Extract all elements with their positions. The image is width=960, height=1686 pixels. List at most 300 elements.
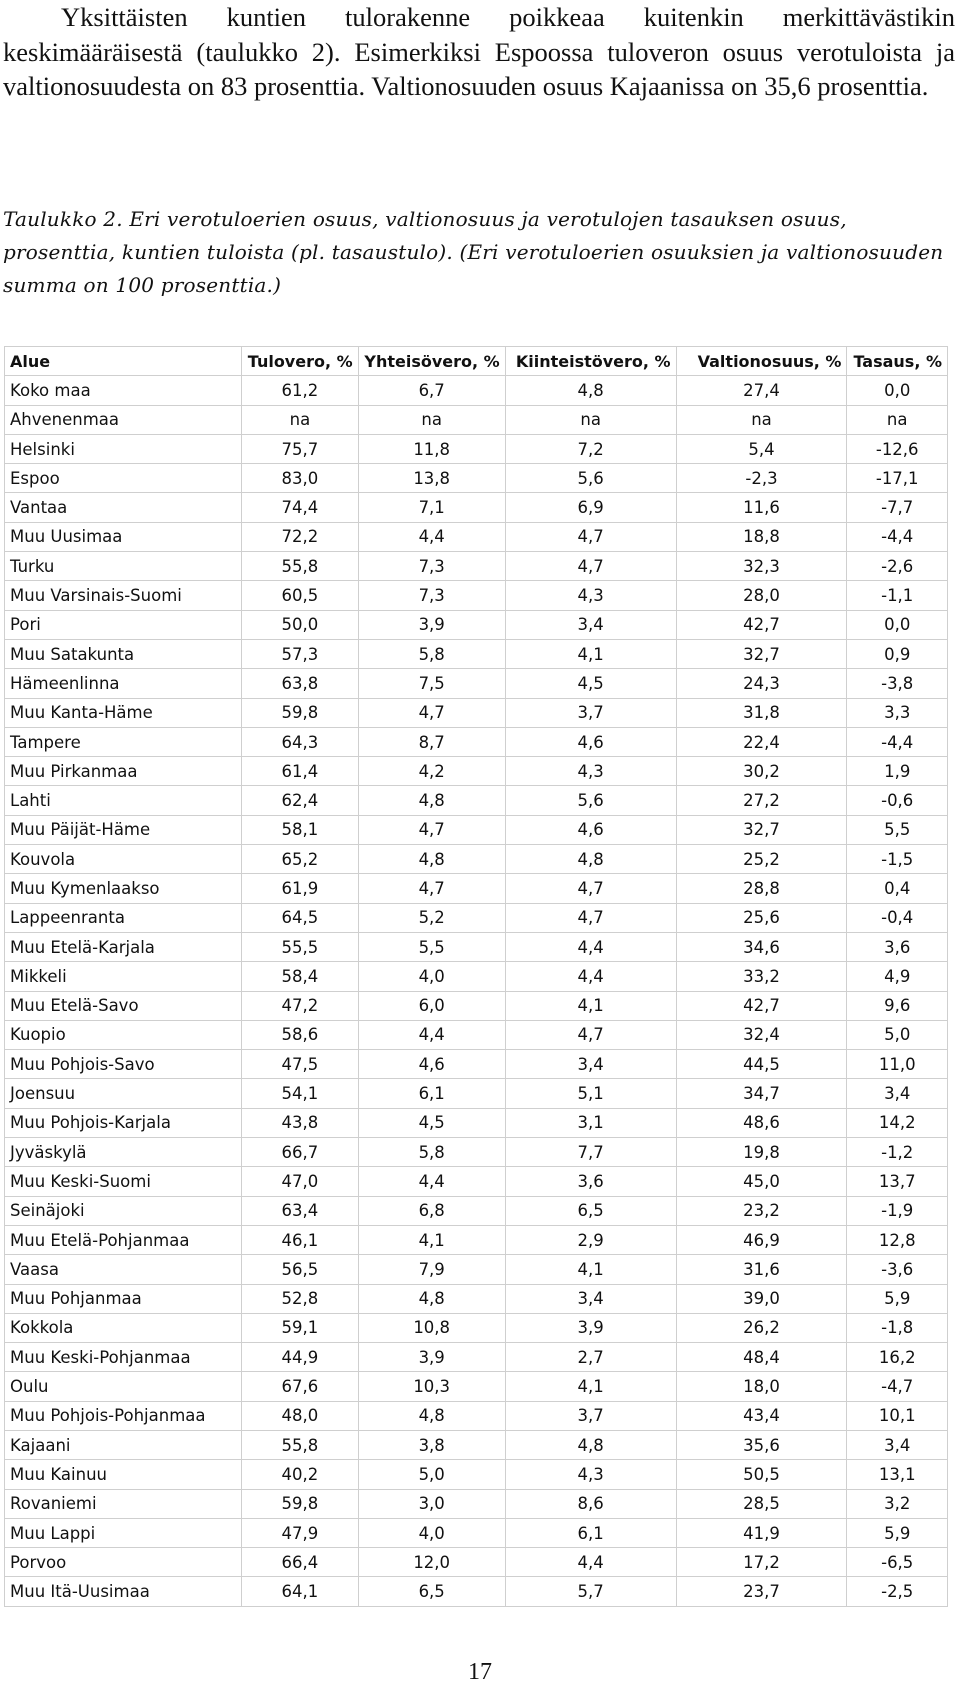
value-cell: 4,8	[505, 1430, 676, 1459]
value-cell: 3,6	[847, 932, 948, 961]
table-row	[5, 1489, 948, 1518]
value-cell: -1,1	[847, 581, 948, 610]
row-label-cell: Kokkola	[5, 1313, 242, 1342]
row-label-cell: Hämeenlinna	[5, 669, 242, 698]
value-cell: 32,4	[676, 1020, 847, 1049]
value-cell: 4,8	[358, 1401, 505, 1430]
value-cell: 7,7	[505, 1138, 676, 1167]
value-cell: na	[847, 405, 948, 434]
value-cell: 4,0	[358, 1518, 505, 1547]
table-row	[5, 493, 948, 522]
column-header: Yhteisövero, %	[358, 347, 505, 376]
value-cell: 42,7	[676, 610, 847, 639]
value-cell: 18,0	[676, 1372, 847, 1401]
value-cell: 47,0	[242, 1167, 358, 1196]
value-cell: 33,2	[676, 962, 847, 991]
value-cell: 7,3	[358, 552, 505, 581]
value-cell: 4,7	[505, 552, 676, 581]
value-cell: 4,9	[847, 962, 948, 991]
value-cell: -7,7	[847, 493, 948, 522]
value-cell: 5,9	[847, 1284, 948, 1313]
value-cell: 61,4	[242, 757, 358, 786]
row-label-cell: Vantaa	[5, 493, 242, 522]
value-cell: 4,5	[505, 669, 676, 698]
value-cell: 59,8	[242, 1489, 358, 1518]
value-cell: 59,8	[242, 698, 358, 727]
value-cell: 4,1	[505, 1255, 676, 1284]
value-cell: 3,4	[505, 1284, 676, 1313]
row-label-cell: Muu Etelä-Karjala	[5, 932, 242, 961]
value-cell: 58,1	[242, 815, 358, 844]
value-cell: 61,2	[242, 376, 358, 405]
value-cell: 44,9	[242, 1343, 358, 1372]
value-cell: 11,0	[847, 1050, 948, 1079]
row-label-cell: Helsinki	[5, 434, 242, 463]
row-label-cell: Muu Kanta-Häme	[5, 698, 242, 727]
row-label-cell: Muu Etelä-Savo	[5, 991, 242, 1020]
row-label-cell: Turku	[5, 552, 242, 581]
value-cell: 3,8	[358, 1430, 505, 1459]
table-body	[5, 376, 948, 1606]
table-row	[5, 1020, 948, 1049]
value-cell: 5,9	[847, 1518, 948, 1547]
row-label-cell: Muu Keski-Pohjanmaa	[5, 1343, 242, 1372]
value-cell: 28,5	[676, 1489, 847, 1518]
row-label-cell: Muu Pohjois-Savo	[5, 1050, 242, 1079]
value-cell: 19,8	[676, 1138, 847, 1167]
value-cell: 26,2	[676, 1313, 847, 1342]
value-cell: 4,7	[505, 522, 676, 551]
value-cell: -1,5	[847, 845, 948, 874]
value-cell: 34,6	[676, 932, 847, 961]
table-row	[5, 376, 948, 405]
value-cell: 31,8	[676, 698, 847, 727]
value-cell: 4,6	[505, 727, 676, 756]
value-cell: 12,0	[358, 1548, 505, 1577]
table-row	[5, 1372, 948, 1401]
table-row	[5, 1108, 948, 1137]
row-label-cell: Muu Uusimaa	[5, 522, 242, 551]
value-cell: na	[358, 405, 505, 434]
value-cell: 22,4	[676, 727, 847, 756]
table-row	[5, 991, 948, 1020]
value-cell: 6,5	[358, 1577, 505, 1606]
row-label-cell: Seinäjoki	[5, 1196, 242, 1225]
value-cell: 13,1	[847, 1460, 948, 1489]
table-row	[5, 932, 948, 961]
value-cell: 4,3	[505, 1460, 676, 1489]
value-cell: 3,4	[847, 1430, 948, 1459]
value-cell: 11,8	[358, 434, 505, 463]
value-cell: 4,7	[505, 903, 676, 932]
value-cell: 23,2	[676, 1196, 847, 1225]
row-label-cell: Muu Lappi	[5, 1518, 242, 1547]
value-cell: 4,6	[505, 815, 676, 844]
value-cell: 61,9	[242, 874, 358, 903]
value-cell: 4,3	[505, 757, 676, 786]
value-cell: 24,3	[676, 669, 847, 698]
value-cell: 4,1	[505, 991, 676, 1020]
value-cell: 14,2	[847, 1108, 948, 1137]
table-row	[5, 405, 948, 434]
value-cell: 41,9	[676, 1518, 847, 1547]
value-cell: 8,7	[358, 727, 505, 756]
value-cell: 28,8	[676, 874, 847, 903]
table-row	[5, 610, 948, 639]
row-label-cell: Kouvola	[5, 845, 242, 874]
value-cell: 32,7	[676, 815, 847, 844]
value-cell: 4,1	[505, 639, 676, 668]
value-cell: 10,3	[358, 1372, 505, 1401]
value-cell: 63,8	[242, 669, 358, 698]
value-cell: -12,6	[847, 434, 948, 463]
value-cell: 6,5	[505, 1196, 676, 1225]
value-cell: 4,7	[358, 698, 505, 727]
row-label-cell: Kuopio	[5, 1020, 242, 1049]
value-cell: 48,6	[676, 1108, 847, 1137]
row-label-cell: Espoo	[5, 464, 242, 493]
row-label-cell: Muu Pirkanmaa	[5, 757, 242, 786]
value-cell: 25,6	[676, 903, 847, 932]
value-cell: 48,0	[242, 1401, 358, 1430]
value-cell: 0,4	[847, 874, 948, 903]
row-label-cell: Lappeenranta	[5, 903, 242, 932]
value-cell: 12,8	[847, 1225, 948, 1254]
value-cell: 0,0	[847, 376, 948, 405]
row-label-cell: Ahvenenmaa	[5, 405, 242, 434]
value-cell: 43,8	[242, 1108, 358, 1137]
value-cell: 16,2	[847, 1343, 948, 1372]
value-cell: 44,5	[676, 1050, 847, 1079]
value-cell: 39,0	[676, 1284, 847, 1313]
row-label-cell: Joensuu	[5, 1079, 242, 1108]
value-cell: 50,5	[676, 1460, 847, 1489]
table-row	[5, 1430, 948, 1459]
value-cell: 62,4	[242, 786, 358, 815]
table-row	[5, 1050, 948, 1079]
value-cell: 55,8	[242, 552, 358, 581]
value-cell: 57,3	[242, 639, 358, 668]
row-label-cell: Muu Pohjois-Karjala	[5, 1108, 242, 1137]
value-cell: 60,5	[242, 581, 358, 610]
value-cell: 4,7	[505, 1020, 676, 1049]
value-cell: na	[676, 405, 847, 434]
value-cell: 4,7	[505, 874, 676, 903]
value-cell: 4,4	[505, 962, 676, 991]
value-cell: 3,7	[505, 1401, 676, 1430]
value-cell: -3,8	[847, 669, 948, 698]
value-cell: 8,6	[505, 1489, 676, 1518]
value-cell: 4,8	[505, 376, 676, 405]
value-cell: 65,2	[242, 845, 358, 874]
value-cell: 32,3	[676, 552, 847, 581]
table-row	[5, 1401, 948, 1430]
value-cell: -0,4	[847, 903, 948, 932]
table-row	[5, 786, 948, 815]
table-row	[5, 639, 948, 668]
table-row	[5, 1343, 948, 1372]
value-cell: 40,2	[242, 1460, 358, 1489]
row-label-cell: Muu Itä-Uusimaa	[5, 1577, 242, 1606]
row-label-cell: Oulu	[5, 1372, 242, 1401]
row-label-cell: Mikkeli	[5, 962, 242, 991]
value-cell: 7,2	[505, 434, 676, 463]
value-cell: 6,8	[358, 1196, 505, 1225]
value-cell: 4,8	[505, 845, 676, 874]
table-row	[5, 1577, 948, 1606]
row-label-cell: Muu Kainuu	[5, 1460, 242, 1489]
value-cell: 64,5	[242, 903, 358, 932]
value-cell: 5,4	[676, 434, 847, 463]
value-cell: 35,6	[676, 1430, 847, 1459]
value-cell: 9,6	[847, 991, 948, 1020]
table-row	[5, 464, 948, 493]
table-row	[5, 874, 948, 903]
table-row	[5, 727, 948, 756]
value-cell: 3,9	[358, 1343, 505, 1372]
value-cell: 13,7	[847, 1167, 948, 1196]
value-cell: 25,2	[676, 845, 847, 874]
value-cell: 59,1	[242, 1313, 358, 1342]
row-label-cell: Porvoo	[5, 1548, 242, 1577]
value-cell: 2,7	[505, 1343, 676, 1372]
table-row	[5, 581, 948, 610]
value-cell: 4,1	[505, 1372, 676, 1401]
table-row	[5, 1313, 948, 1342]
value-cell: 5,8	[358, 639, 505, 668]
value-cell: 13,8	[358, 464, 505, 493]
value-cell: 5,6	[505, 464, 676, 493]
value-cell: 5,6	[505, 786, 676, 815]
value-cell: 30,2	[676, 757, 847, 786]
value-cell: -4,4	[847, 522, 948, 551]
table-row	[5, 1196, 948, 1225]
value-cell: -3,6	[847, 1255, 948, 1284]
value-cell: na	[242, 405, 358, 434]
row-label-cell: Muu Etelä-Pohjanmaa	[5, 1225, 242, 1254]
table-row	[5, 962, 948, 991]
value-cell: 7,9	[358, 1255, 505, 1284]
value-cell: 3,4	[847, 1079, 948, 1108]
value-cell: 4,2	[358, 757, 505, 786]
value-cell: 47,9	[242, 1518, 358, 1547]
value-cell: 47,5	[242, 1050, 358, 1079]
row-label-cell: Vaasa	[5, 1255, 242, 1284]
column-header: Tasaus, %	[847, 347, 948, 376]
table-row	[5, 757, 948, 786]
value-cell: -2,3	[676, 464, 847, 493]
page-number: 17	[468, 1659, 492, 1685]
row-label-cell: Muu Pohjanmaa	[5, 1284, 242, 1313]
value-cell: 5,0	[847, 1020, 948, 1049]
value-cell: 1,9	[847, 757, 948, 786]
value-cell: -2,5	[847, 1577, 948, 1606]
value-cell: 10,1	[847, 1401, 948, 1430]
value-cell: 10,8	[358, 1313, 505, 1342]
table-row	[5, 669, 948, 698]
value-cell: 5,8	[358, 1138, 505, 1167]
value-cell: 4,8	[358, 845, 505, 874]
value-cell: 4,1	[358, 1225, 505, 1254]
value-cell: 4,8	[358, 1284, 505, 1313]
table-row	[5, 552, 948, 581]
value-cell: -4,4	[847, 727, 948, 756]
row-label-cell: Muu Keski-Suomi	[5, 1167, 242, 1196]
value-cell: 5,0	[358, 1460, 505, 1489]
value-cell: 6,0	[358, 991, 505, 1020]
value-cell: 0,9	[847, 639, 948, 668]
value-cell: 4,5	[358, 1108, 505, 1137]
table-row	[5, 522, 948, 551]
value-cell: 75,7	[242, 434, 358, 463]
value-cell: 6,9	[505, 493, 676, 522]
header-row	[5, 347, 948, 376]
value-cell: 55,5	[242, 932, 358, 961]
intro-paragraph: Yksittäisten kuntien tulorakenne poikkeaa kuitenkin merkittävästikin keskimääräisestä (taulukko 2). Esimerkiksi Espoossa tuloveron osuus verotuloista ja valtionosuudesta on 83 prosenttia. Valtionosuuden osuus Kajaanissa on 35,6 prosenttia.	[3, 2, 955, 101]
value-cell: 67,6	[242, 1372, 358, 1401]
value-cell: -2,6	[847, 552, 948, 581]
value-cell: 48,4	[676, 1343, 847, 1372]
value-cell: 4,3	[505, 581, 676, 610]
column-header: Valtionosuus, %	[676, 347, 847, 376]
value-cell: 3,9	[505, 1313, 676, 1342]
value-cell: 3,6	[505, 1167, 676, 1196]
row-label-cell: Muu Pohjois-Pohjanmaa	[5, 1401, 242, 1430]
row-label-cell: Muu Päijät-Häme	[5, 815, 242, 844]
value-cell: 5,5	[358, 932, 505, 961]
value-cell: 5,7	[505, 1577, 676, 1606]
value-cell: 7,1	[358, 493, 505, 522]
table-row	[5, 1255, 948, 1284]
value-cell: 45,0	[676, 1167, 847, 1196]
value-cell: 3,0	[358, 1489, 505, 1518]
table-caption: Taulukko 2. Eri verotuloerien osuus, valtionosuus ja verotulojen tasauksen osuus, prosenttia, kuntien tuloista (pl. tasaustulo). (Eri verotuloerien osuuksien ja valtionosuuden summa on 100 prosenttia.)	[3, 207, 944, 297]
table-row	[5, 1548, 948, 1577]
value-cell: -6,5	[847, 1548, 948, 1577]
table-row	[5, 815, 948, 844]
value-cell: 17,2	[676, 1548, 847, 1577]
value-cell: 46,1	[242, 1225, 358, 1254]
value-cell: 64,3	[242, 727, 358, 756]
value-cell: 58,4	[242, 962, 358, 991]
row-label-cell: Lahti	[5, 786, 242, 815]
value-cell: 23,7	[676, 1577, 847, 1606]
value-cell: 4,4	[358, 1167, 505, 1196]
data-table	[4, 346, 948, 1607]
row-label-cell: Rovaniemi	[5, 1489, 242, 1518]
value-cell: -1,9	[847, 1196, 948, 1225]
row-label-cell: Pori	[5, 610, 242, 639]
table-row	[5, 1284, 948, 1313]
value-cell: 6,1	[505, 1518, 676, 1547]
value-cell: 5,2	[358, 903, 505, 932]
value-cell: 63,4	[242, 1196, 358, 1225]
value-cell: 66,7	[242, 1138, 358, 1167]
row-label-cell: Kajaani	[5, 1430, 242, 1459]
value-cell: 2,9	[505, 1225, 676, 1254]
value-cell: 58,6	[242, 1020, 358, 1049]
value-cell: 3,4	[505, 610, 676, 639]
value-cell: 54,1	[242, 1079, 358, 1108]
value-cell: 74,4	[242, 493, 358, 522]
value-cell: 55,8	[242, 1430, 358, 1459]
table-row	[5, 1079, 948, 1108]
column-header: Kiinteistövero, %	[505, 347, 676, 376]
table-row	[5, 698, 948, 727]
value-cell: 3,3	[847, 698, 948, 727]
value-cell: -17,1	[847, 464, 948, 493]
value-cell: 6,1	[358, 1079, 505, 1108]
table-row	[5, 903, 948, 932]
value-cell: 83,0	[242, 464, 358, 493]
value-cell: 27,4	[676, 376, 847, 405]
value-cell: 4,4	[358, 522, 505, 551]
value-cell: -4,7	[847, 1372, 948, 1401]
table-row	[5, 1460, 948, 1489]
value-cell: 4,4	[358, 1020, 505, 1049]
value-cell: 47,2	[242, 991, 358, 1020]
value-cell: 66,4	[242, 1548, 358, 1577]
value-cell: 6,7	[358, 376, 505, 405]
value-cell: 7,5	[358, 669, 505, 698]
row-label-cell: Muu Varsinais-Suomi	[5, 581, 242, 610]
value-cell: 27,2	[676, 786, 847, 815]
value-cell: 52,8	[242, 1284, 358, 1313]
table-header	[5, 347, 948, 376]
table-row	[5, 845, 948, 874]
value-cell: 4,0	[358, 962, 505, 991]
value-cell: 5,5	[847, 815, 948, 844]
value-cell: 4,8	[358, 786, 505, 815]
value-cell: 4,7	[358, 815, 505, 844]
value-cell: -1,8	[847, 1313, 948, 1342]
table-row	[5, 1518, 948, 1547]
value-cell: 28,0	[676, 581, 847, 610]
value-cell: 31,6	[676, 1255, 847, 1284]
value-cell: 64,1	[242, 1577, 358, 1606]
value-cell: 11,6	[676, 493, 847, 522]
value-cell: 46,9	[676, 1225, 847, 1254]
row-label-cell: Koko maa	[5, 376, 242, 405]
value-cell: 3,7	[505, 698, 676, 727]
value-cell: 5,1	[505, 1079, 676, 1108]
value-cell: 72,2	[242, 522, 358, 551]
value-cell: 4,7	[358, 874, 505, 903]
value-cell: 50,0	[242, 610, 358, 639]
value-cell: 0,0	[847, 610, 948, 639]
value-cell: 3,4	[505, 1050, 676, 1079]
value-cell: 3,2	[847, 1489, 948, 1518]
value-cell: 43,4	[676, 1401, 847, 1430]
value-cell: 42,7	[676, 991, 847, 1020]
value-cell: -1,2	[847, 1138, 948, 1167]
value-cell: -0,6	[847, 786, 948, 815]
column-header: Tulovero, %	[242, 347, 358, 376]
value-cell: 3,1	[505, 1108, 676, 1137]
column-header: Alue	[5, 347, 242, 376]
value-cell: 7,3	[358, 581, 505, 610]
value-cell: 4,4	[505, 932, 676, 961]
row-label-cell: Muu Satakunta	[5, 639, 242, 668]
value-cell: 4,4	[505, 1548, 676, 1577]
value-cell: na	[505, 405, 676, 434]
value-cell: 32,7	[676, 639, 847, 668]
value-cell: 18,8	[676, 522, 847, 551]
table-row	[5, 434, 948, 463]
row-label-cell: Jyväskylä	[5, 1138, 242, 1167]
value-cell: 34,7	[676, 1079, 847, 1108]
value-cell: 4,6	[358, 1050, 505, 1079]
